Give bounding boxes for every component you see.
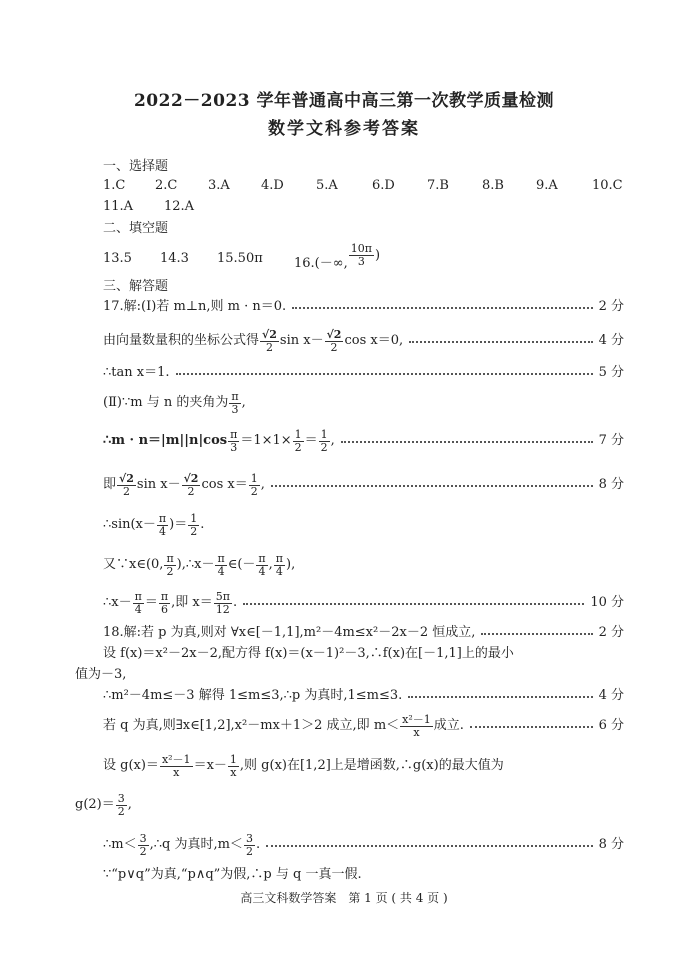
q18-line-4: ∴m²－4m≤－3 解得 1≤m≤3,∴p 为真时,1≤m≤3. 4 分 xyxy=(103,688,624,703)
q18-line-6: 设 g(x)＝ $\frac{\text{x²－1}}{x}$ ＝x－ $\frac{1}{x}$ ,则 g(x)在[1,2]上是增函数,∴g(x)的最大值为 xyxy=(103,752,504,779)
fill-answer-16: 16.(－∞, $\frac{10\pi}{3}$ ) xyxy=(294,242,381,271)
q17-line-6: 即 $\frac{√2}{2}$ sin x－ $\frac{√2}{2}$ cos x＝ $\frac{1}{2}$ , 8 分 xyxy=(103,471,624,498)
score: 7 分 xyxy=(598,433,624,448)
q17-line-2: 由向量数量积的坐标公式得 $\frac{√2}{2}$ sin x－ $\frac{√2}{2}$ cos x＝0, 4 分 xyxy=(103,327,624,354)
q18-line-5: 若 q 为真,则∃x∈[1,2],x²－mx＋1＞2 成立,即 m＜ $\frac{\text{x²－1}}{x}$ 成立. 6 分 xyxy=(103,712,624,739)
page-title: 2022－2023 学年普通高中高三第一次教学质量检测 xyxy=(133,91,555,111)
q18-line-7: g(2)＝ $\frac{3}{2}$ , xyxy=(75,791,132,818)
score: 8 分 xyxy=(598,477,624,492)
page-subtitle: 数学文科参考答案 xyxy=(268,119,420,139)
q17-line-8: 又∵x∈(0, $\frac{\pi}{2}$ ),∴x－ $\frac{\pi}{4}$ ∈(－ $\frac{\pi}{4}$ , $\frac{\pi}{4}$ ), xyxy=(103,551,296,578)
score: 4 分 xyxy=(598,333,624,348)
choice-answer: 12.A xyxy=(164,199,195,214)
score: 2 分 xyxy=(598,625,624,640)
q17-line-3: ∴tan x＝1. 5 分 xyxy=(103,365,624,380)
choice-answer: 9.A xyxy=(536,178,558,193)
score: 2 分 xyxy=(598,299,624,314)
score: 10 分 xyxy=(590,595,624,610)
choice-answer: 11.A xyxy=(103,199,134,214)
fill-answer-13: 13.5 xyxy=(103,251,132,266)
score: 6 分 xyxy=(598,718,624,733)
page-footer: 高三文科数学答案 第 1 页 ( 共 4 页 ) xyxy=(240,891,448,905)
choice-answer: 6.D xyxy=(372,178,395,193)
q17-line-4: (Ⅱ)∵m 与 n 的夹角为 $\frac{\pi}{3}$ , xyxy=(103,389,246,416)
q17-line-9: ∴x－ $\frac{\pi}{4}$ ＝ $\frac{\pi}{6}$ ,即 x＝ $\frac{5\pi}{12}$ . 10 分 xyxy=(103,589,624,616)
q17-line-1: 17.解:(Ⅰ)若 m⊥n,则 m · n＝0. 2 分 xyxy=(103,299,624,314)
choice-answer: 3.A xyxy=(208,178,230,193)
score: 4 分 xyxy=(598,688,624,703)
section-solve-heading: 三、解答题 xyxy=(103,279,169,294)
q18-line-8: ∴m＜ $\frac{3}{2}$ ,∴q 为真时,m＜ $\frac{3}{2}$ . 8 分 xyxy=(103,831,624,858)
choice-answer: 7.B xyxy=(427,178,449,193)
q17-line-7: ∴sin(x－ $\frac{\pi}{4}$ )＝ $\frac{1}{2}$ . xyxy=(103,511,205,538)
q18-line-9: ∵“p∨q”为真,“p∧q”为假,∴p 与 q 一真一假. xyxy=(103,867,362,882)
section-choice-heading: 一、选择题 xyxy=(103,159,169,174)
score: 5 分 xyxy=(598,365,624,380)
choice-answer: 4.D xyxy=(261,178,284,193)
q17-line-5: ∴m · n＝|m||n|cos $\frac{\pi}{3}$ ＝1×1× $\frac{1}{2}$ ＝ $\frac{1}{2}$ , 7 分 xyxy=(103,427,624,454)
choice-answer: 5.A xyxy=(316,178,338,193)
choice-answer: 10.C xyxy=(592,178,623,193)
section-fill-heading: 二、填空题 xyxy=(103,221,169,236)
fill-answer-15: 15.50π xyxy=(217,251,263,266)
q18-line-1: 18.解:若 p 为真,则对 ∀x∈[－1,1],m²－4m≤x²－2x－2 恒成立, 2 分 xyxy=(103,625,624,640)
choice-answer: 1.C xyxy=(103,178,126,193)
score: 8 分 xyxy=(598,837,624,852)
q18-line-2: 设 f(x)＝x²－2x－2,配方得 f(x)＝(x－1)²－3,∴f(x)在[－1,1]上的最小 xyxy=(103,646,514,661)
choice-answer: 2.C xyxy=(155,178,178,193)
fill-answer-14: 14.3 xyxy=(160,251,189,266)
choice-answer: 8.B xyxy=(482,178,504,193)
q18-line-3: 值为－3, xyxy=(75,667,127,682)
